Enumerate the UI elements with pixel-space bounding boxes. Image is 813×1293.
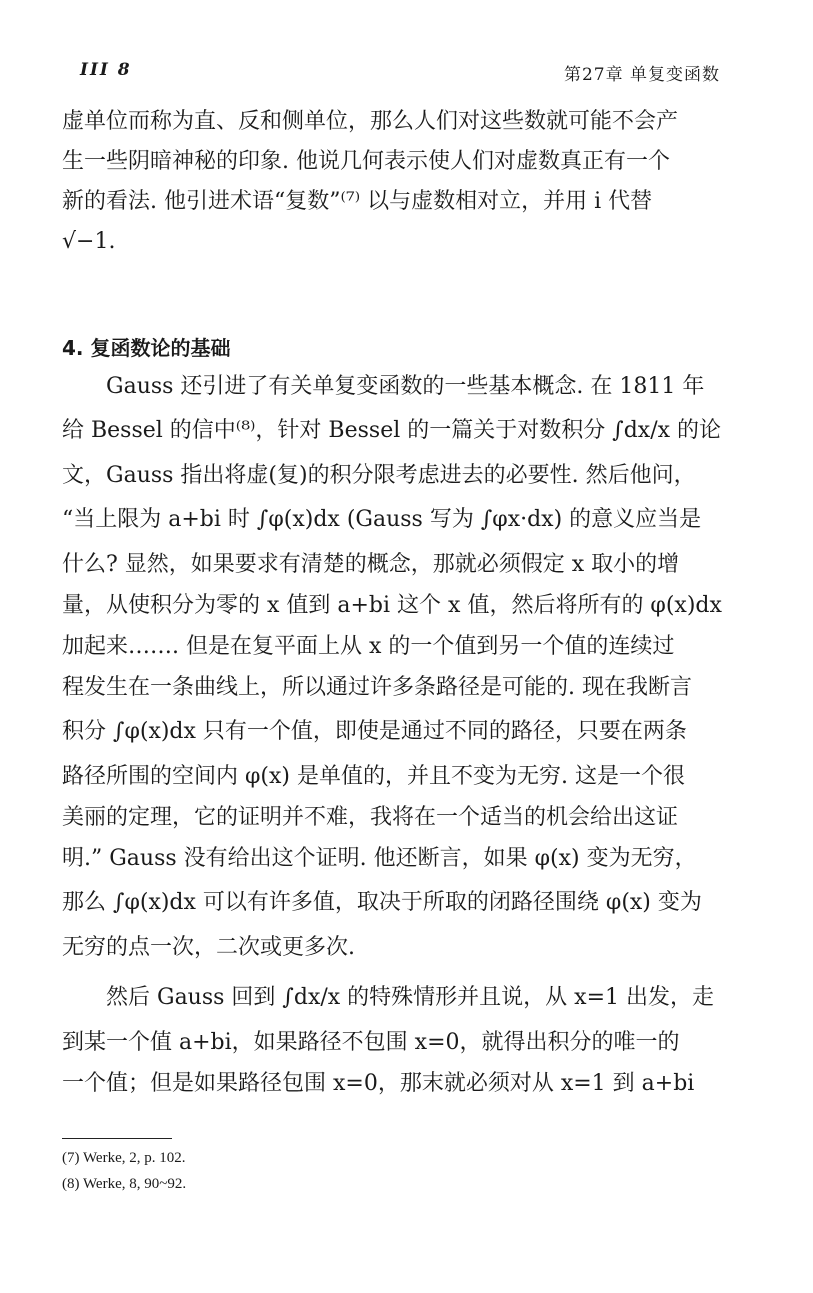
section-number: III 8 — [80, 60, 132, 80]
text-line: 然后 Gauss 回到 ∫dx/x 的特殊情形并且说，从 x=1 出发，走 — [106, 985, 715, 1010]
text-line: 虚单位而称为直、反和侧单位，那么人们对这些数就可能不会产 — [62, 109, 679, 134]
text-line: 一个值；但是如果路径包围 x=0，那末就必须对从 x=1 到 a+bi — [62, 1071, 695, 1096]
text-line: 那么 ∫φ(x)dx 可以有许多值，取决于所取的闭路径围绕 φ(x) 变为 — [62, 890, 702, 915]
text-line: 什么? 显然，如果要求有清楚的概念，那就必须假定 x 取小的增 — [62, 552, 680, 577]
text-line: 积分 ∫φ(x)dx 只有一个值，即使是通过不同的路径，只要在两条 — [62, 719, 687, 744]
text-line: 量，从使积分为零的 x 值到 a+bi 这个 x 值，然后将所有的 φ(x)dx — [62, 593, 722, 618]
text-line: √−1. — [62, 229, 116, 254]
text-line: 程发生在一条曲线上，所以通过许多条路径是可能的. 现在我断言 — [62, 675, 692, 700]
text-line: 明.” Gauss 没有给出这个证明. 他还断言，如果 φ(x) 变为无穷， — [62, 846, 697, 871]
text-line: “当上限为 a+bi 时 ∫φ(x)dx (Gauss 写为 ∫φx·dx) 的意义应当是 — [62, 507, 702, 532]
text-line: 新的看法. 他引进术语“复数”⁽⁷⁾ 以与虚数相对立，并用 i 代替 — [62, 189, 653, 214]
page-body — [62, 102, 728, 1104]
text-line: 加起来……. 但是在复平面上从 x 的一个值到另一个值的连续过 — [62, 634, 675, 659]
text-line: 美丽的定理，它的证明并不难，我将在一个适当的机会给出这证 — [62, 805, 679, 830]
text-line: 路径所围的空间内 φ(x) 是单值的，并且不变为无穷. 这是一个很 — [62, 764, 685, 789]
footnote-7: (7) Werke, 2, p. 102. — [62, 1150, 186, 1166]
paragraph-1 — [62, 102, 728, 262]
text-line: 文，Gauss 指出将虚(复)的积分限考虑进去的必要性. 然后他问， — [62, 463, 696, 488]
chapter-title: 第27章 单复变函数 — [563, 65, 720, 85]
text-line: Gauss 还引进了有关单复变函数的一些基本概念. 在 1811 年 — [106, 374, 705, 399]
footnote-8: (8) Werke, 8, 90~92. — [62, 1176, 187, 1192]
footnote-divider — [62, 1138, 172, 1139]
text-line: 给 Bessel 的信中⁽⁸⁾，针对 Bessel 的一篇关于对数积分 ∫dx/x 的论 — [62, 418, 722, 443]
paragraph-2 — [62, 366, 728, 968]
text-line: 到某一个值 a+bi，如果路径不包围 x=0，就得出积分的唯一的 — [62, 1030, 680, 1055]
paragraph-3 — [62, 974, 728, 1104]
section-heading: 4. 复函数论的基础 — [62, 336, 231, 360]
running-header — [80, 60, 720, 88]
footnotes — [62, 1138, 728, 1197]
text-line: 生一些阴暗神秘的印象. 他说几何表示使人们对虚数真正有一个 — [62, 149, 670, 174]
text-line: 无穷的点一次，二次或更多次. — [62, 935, 355, 960]
